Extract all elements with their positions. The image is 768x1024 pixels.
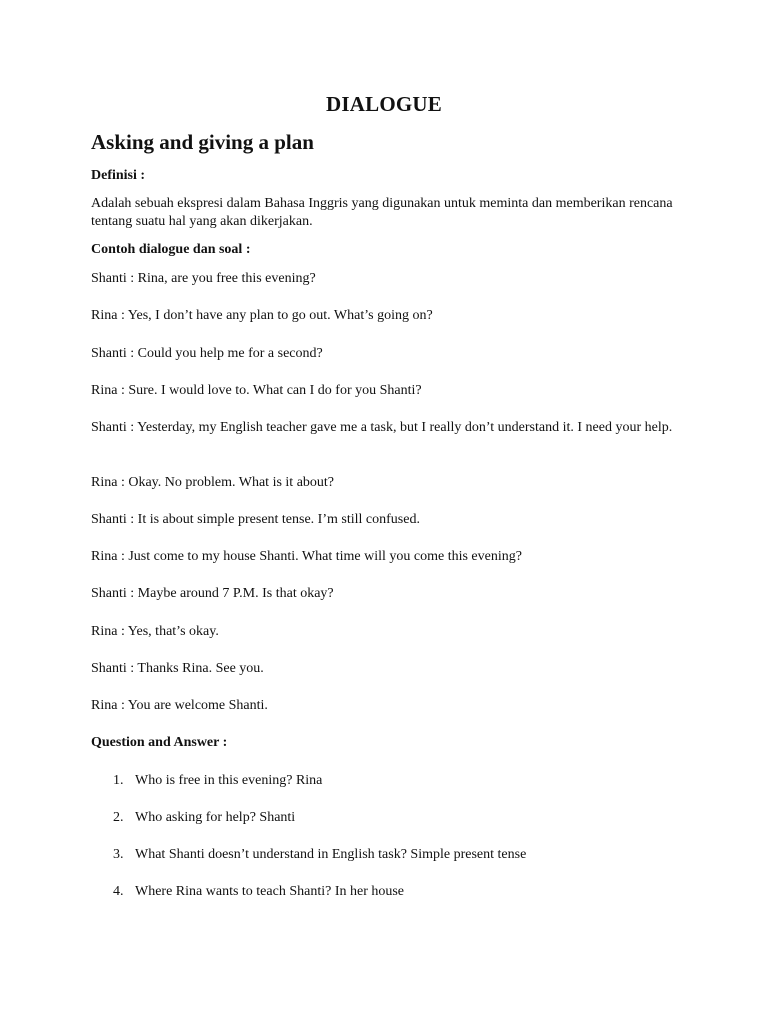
qa-text: Who asking for help? Shanti (135, 810, 296, 825)
qa-text: Who is free in this evening? Rina (135, 773, 323, 788)
dialogue-line: Shanti : It is about simple present tense. I’m still confused. (91, 512, 420, 527)
dialogue-line: Rina : Sure. I would love to. What can I do for you Shanti? (91, 383, 422, 398)
qa-text: Where Rina wants to teach Shanti? In her house (135, 884, 405, 899)
qa-number: 2. (113, 810, 124, 825)
qa-item (113, 809, 295, 827)
qa-label: Question and Answer : (91, 735, 228, 750)
dialogue-line: Rina : Yes, that’s okay. (91, 624, 219, 639)
dialogue-line: Shanti : Maybe around 7 P.M. Is that okay? (91, 586, 334, 601)
qa-number: 1. (113, 773, 124, 788)
qa-item (113, 772, 322, 790)
definition-text: Adalah sebuah ekspresi dalam Bahasa Inggris yang digunakan untuk meminta dan memberikan rencana tentang suatu hal yang akan dikerjakan. (91, 196, 673, 229)
dialogue-line: Shanti : Thanks Rina. See you. (91, 661, 264, 676)
dialogue-line: Rina : Yes, I don’t have any plan to go out. What’s going on? (91, 308, 433, 323)
dialogue-line: Shanti : Could you help me for a second? (91, 346, 323, 361)
document-title: DIALOGUE (326, 92, 442, 116)
qa-number: 4. (113, 884, 124, 899)
qa-item (113, 846, 526, 864)
dialogue-line: Shanti : Yesterday, my English teacher gave me a task, but I really don’t understand it. I need your help. (91, 420, 673, 435)
qa-number: 3. (113, 847, 124, 862)
examples-label: Contoh dialogue dan soal : (91, 242, 251, 257)
dialogue-line: Rina : Just come to my house Shanti. What time will you come this evening? (91, 549, 522, 564)
dialogue-line: Rina : You are welcome Shanti. (91, 698, 268, 713)
dialogue-line: Rina : Okay. No problem. What is it about? (91, 475, 335, 490)
qa-item (113, 883, 404, 901)
dialogue-line: Shanti : Rina, are you free this evening? (91, 271, 316, 286)
qa-text: What Shanti doesn’t understand in English task? Simple present tense (135, 847, 527, 862)
document-subtitle: Asking and giving a plan (91, 130, 314, 154)
definition-label: Definisi : (91, 168, 146, 183)
